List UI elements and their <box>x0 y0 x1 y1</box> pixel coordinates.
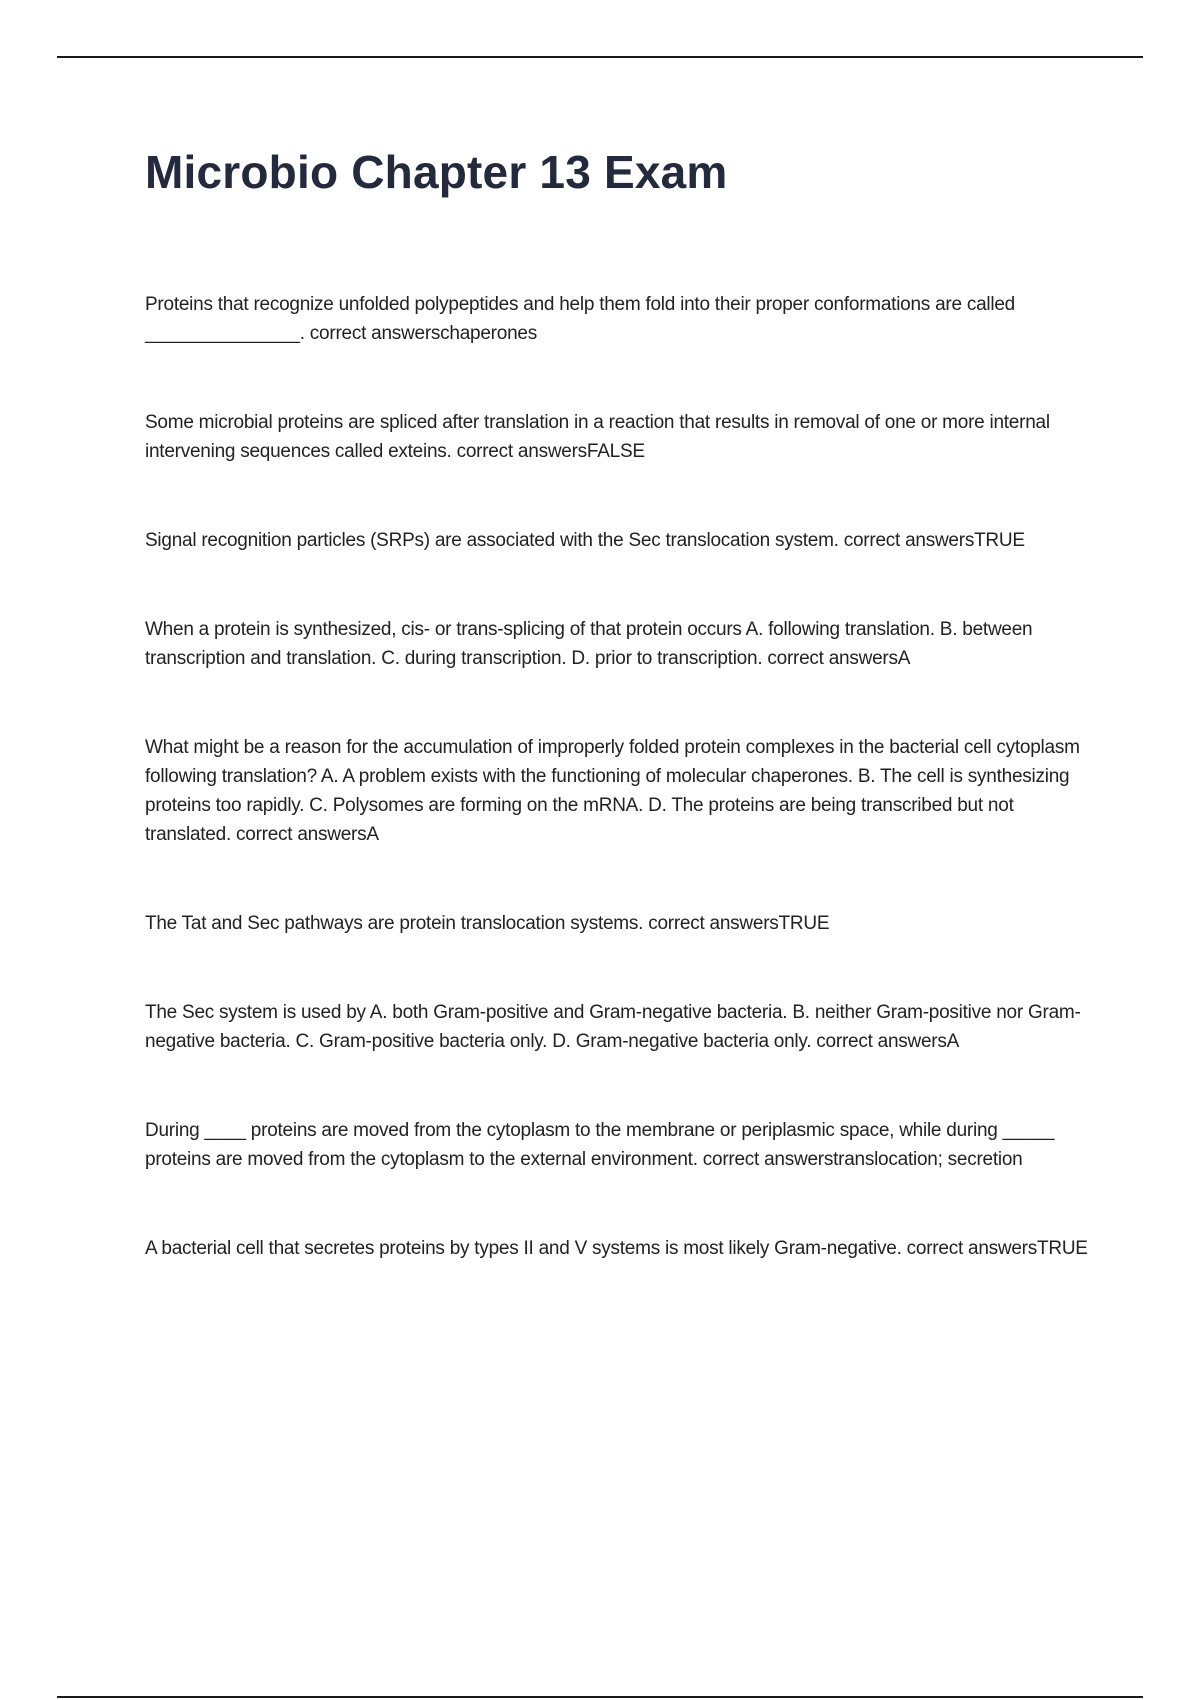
question-item: What might be a reason for the accumulation of improperly folded protein complexes in the bacterial cell cytoplasm following translation? A. A problem exists with the functioning of molecular chaperones. B. The cell is synthesizing proteins too rapidly. C. Polysomes are forming on the mRNA. D. The proteins are being transcribed but not translated. correct answersA <box>145 737 1085 845</box>
question-item: During ____ proteins are moved from the cytoplasm to the membrane or periplasmic space, while during _____ proteins are moved from the cytoplasm to the external environment. correct answerstranslocation; secretion <box>145 1120 1060 1170</box>
question-item: The Sec system is used by A. both Gram-positive and Gram-negative bacteria. B. neither Gram-positive nor Gram-negative bacteria. C. Gram-positive bacteria only. D. Gram-negative bacteria only. correct answersA <box>145 1002 1081 1052</box>
question-item: The Tat and Sec pathways are protein translocation systems. correct answersTRUE <box>145 913 830 934</box>
question-item: A bacterial cell that secretes proteins by types II and V systems is most likely Gram-negative. correct answersTRUE <box>145 1238 1088 1259</box>
question-item: Signal recognition particles (SRPs) are associated with the Sec translocation system. correct answersTRUE <box>145 530 1025 551</box>
question-item: When a protein is synthesized, cis- or trans-splicing of that protein occurs A. following translation. B. between transcription and translation. C. during transcription. D. prior to transcription. correct answersA <box>145 619 1038 669</box>
question-item: Proteins that recognize unfolded polypeptides and help them fold into their proper conformations are called _______________. correct answerschaperones <box>145 294 1021 344</box>
question-item: Some microbial proteins are spliced after translation in a reaction that results in removal of one or more internal intervening sequences called exteins. correct answersFALSE <box>145 412 1055 462</box>
bottom-divider <box>57 1696 1143 1698</box>
question-list <box>145 290 1100 1323</box>
top-divider <box>57 56 1143 58</box>
page-title: Microbio Chapter 13 Exam <box>145 146 728 198</box>
